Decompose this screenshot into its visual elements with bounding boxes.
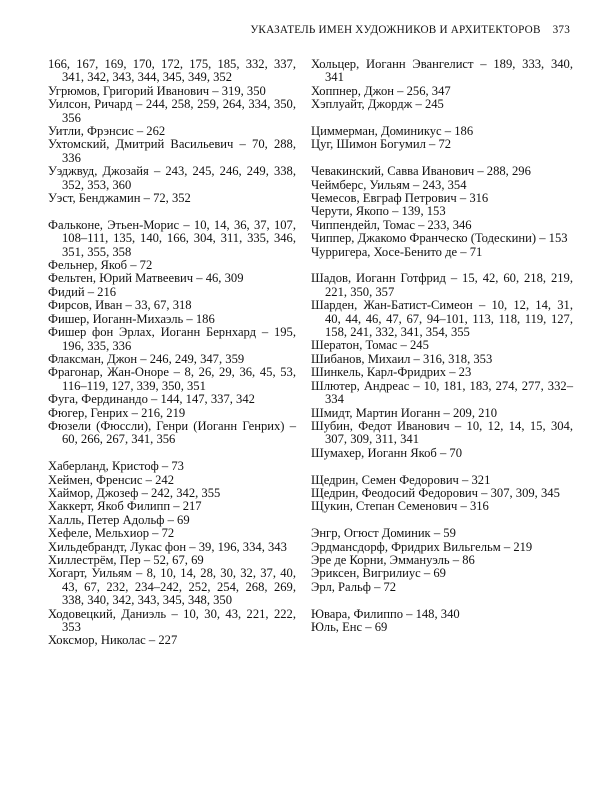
index-column-right: [311, 58, 573, 634]
index-entry: Эрдмансдорф, Фридрих Вильгельм – 219: [311, 539, 533, 554]
index-entry: Хаккерт, Якоб Филипп – 217: [48, 499, 202, 514]
index-entry: Чиппер, Джакомо Франческо (Тодескини) – 153: [311, 231, 568, 246]
index-entry: Чевакинский, Савва Иванович – 288, 296: [311, 164, 531, 179]
index-entry: Чурригера, Хосе-Бенито де – 71: [311, 244, 483, 259]
index-entry: Эриксен, Вигрилиус – 69: [311, 566, 446, 581]
index-entry: Ухтомский, Дмитрий Васильевич – 70, 288, 336: [48, 137, 296, 165]
section-gap: [311, 594, 573, 607]
index-entry: Чеймберс, Уильям – 243, 354: [311, 177, 467, 192]
index-entry: Шубин, Федот Иванович – 10, 12, 14, 15, 304, 307, 309, 311, 341: [311, 418, 573, 447]
section-gap: [48, 205, 296, 218]
index-entry: Шибанов, Михаил – 316, 318, 353: [311, 351, 493, 366]
section-gap: [311, 259, 573, 272]
header-title: УКАЗАТЕЛЬ ИМЕН ХУДОЖНИКОВ И АРХИТЕКТОРОВ: [250, 24, 541, 36]
index-entry: Фюзели (Фюссли), Генри (Иоганн Генрих) – 60, 266, 267, 341, 356: [48, 418, 296, 447]
index-entry: Чиппендейл, Томас – 233, 346: [311, 217, 472, 232]
section-gap: [311, 112, 573, 125]
index-entry: Хоксмор, Николас – 227: [48, 633, 178, 648]
index-entry: Халль, Петер Адольф – 69: [48, 512, 190, 527]
index-entry: Ходовецкий, Даниэль – 10, 30, 43, 221, 222, 353: [48, 606, 296, 635]
index-entry: Хоппнер, Джон – 256, 347: [311, 83, 451, 98]
index-entry: Флаксман, Джон – 246, 249, 347, 359: [48, 351, 245, 366]
index-entry: Шадов, Иоганн Готфрид – 15, 42, 60, 218, 219, 221, 350, 357: [311, 271, 573, 299]
index-entry: Фюгер, Генрих – 216, 219: [48, 405, 186, 420]
index-entry: Шератон, Томас – 245: [311, 338, 429, 353]
index-entry: Хэплуайт, Джордж – 245: [311, 97, 444, 112]
index-entry: Уэджвуд, Джозайя – 243, 245, 246, 249, 338, 352, 353, 360: [48, 164, 296, 192]
section-gap: [311, 514, 573, 527]
index-entry: Щукин, Степан Семенович – 316: [311, 499, 489, 514]
index-entry: Фельнер, Якоб – 72: [48, 258, 153, 273]
index-entry: Хаймор, Джозеф – 242, 342, 355: [48, 485, 221, 500]
index-column-left: [48, 58, 296, 648]
section-gap: [311, 152, 573, 165]
running-header: [48, 24, 570, 36]
index-entry: Чемесов, Евграф Петрович – 316: [311, 191, 489, 206]
page-number: 373: [552, 24, 570, 36]
index-entry: Шлютер, Андреас – 10, 181, 183, 274, 277, 332–334: [311, 378, 573, 407]
index-entry: Шарден, Жан-Батист-Симеон – 10, 12, 14, 31, 40, 44, 46, 47, 67, 94–101, 113, 118, 119, 127, 158, 241, 332, 341, 354, 355: [311, 298, 573, 340]
index-entry: Фальконе, Этьен-Морис – 10, 14, 36, 37, 107, 108–111, 135, 140, 166, 304, 311, 335, 346, 351, 355, 358: [48, 217, 296, 259]
index-entry: 166, 167, 169, 170, 172, 175, 185, 332, 337, 341, 342, 343, 344, 345, 349, 352: [48, 57, 296, 85]
index-entry: Уэст, Бенджамин – 72, 352: [48, 191, 191, 206]
index-entry: Циммерман, Доминикус – 186: [311, 124, 474, 139]
index-entry: Фрагонар, Жан-Оноре – 8, 26, 29, 36, 45, 53, 116–119, 127, 339, 350, 351: [48, 365, 296, 393]
index-entry: Хефеле, Мельхиор – 72: [48, 526, 175, 541]
index-entry: Фирсов, Иван – 33, 67, 318: [48, 298, 192, 313]
index-entry: Шинкель, Карл-Фридрих – 23: [311, 365, 472, 380]
index-entry: Фидий – 216: [48, 284, 117, 299]
index-entry: Хольцер, Иоганн Эвангелист – 189, 333, 340, 341: [311, 57, 573, 85]
index-entry: Эрл, Ральф – 72: [311, 579, 397, 594]
index-entry: Эре де Корни, Эммануэль – 86: [311, 552, 475, 567]
index-entry: Фишер фон Эрлах, Иоганн Бернхард – 195, 196, 335, 336: [48, 325, 296, 353]
index-entry: Уитли, Фрэнсис – 262: [48, 124, 166, 139]
index-entry: Ювара, Филиппо – 148, 340: [311, 606, 460, 621]
index-entry: Хиллестрём, Пер – 52, 67, 69: [48, 553, 204, 567]
index-entry: Угрюмов, Григорий Иванович – 319, 350: [48, 83, 266, 98]
index-entry: Щедрин, Феодосий Федорович – 307, 309, 345: [311, 485, 560, 500]
index-entry: Шмидт, Мартин Иоганн – 209, 210: [311, 405, 498, 420]
index-entry: Хогарт, Уильям – 8, 10, 14, 28, 30, 32, 37, 40, 43, 67, 232, 234–242, 252, 254, 268, 269, 338, 340, 342, 343, 345, 348, 350: [48, 566, 296, 608]
index-entry: Фишер, Иоганн-Михаэль – 186: [48, 311, 215, 326]
index-entry: Цуг, Шимон Богумил – 72: [311, 137, 452, 152]
index-entry: Фельтен, Юрий Матвеевич – 46, 309: [48, 271, 244, 286]
index-entry: Хеймен, Френсис – 242: [48, 472, 174, 487]
index-entry: Хильдебрандт, Лукас фон – 39, 196, 334, 343: [48, 539, 287, 554]
index-entry: Черути, Якопо – 139, 153: [311, 204, 446, 219]
index-entry: Юль, Енс – 69: [311, 619, 388, 634]
index-entry: Хаберланд, Кристоф – 73: [48, 459, 184, 474]
section-gap: [311, 460, 573, 473]
section-gap: [48, 447, 296, 460]
index-entry: Энгр, Огюст Доминик – 59: [311, 526, 456, 541]
index-entry: Фуга, Фердинандо – 144, 147, 337, 342: [48, 392, 255, 407]
index-entry: Щедрин, Семен Федорович – 321: [311, 472, 491, 487]
index-entry: Шумахер, Иоганн Якоб – 70: [311, 445, 463, 460]
index-entry: Уилсон, Ричард – 244, 258, 259, 264, 334, 350, 356: [48, 97, 296, 125]
